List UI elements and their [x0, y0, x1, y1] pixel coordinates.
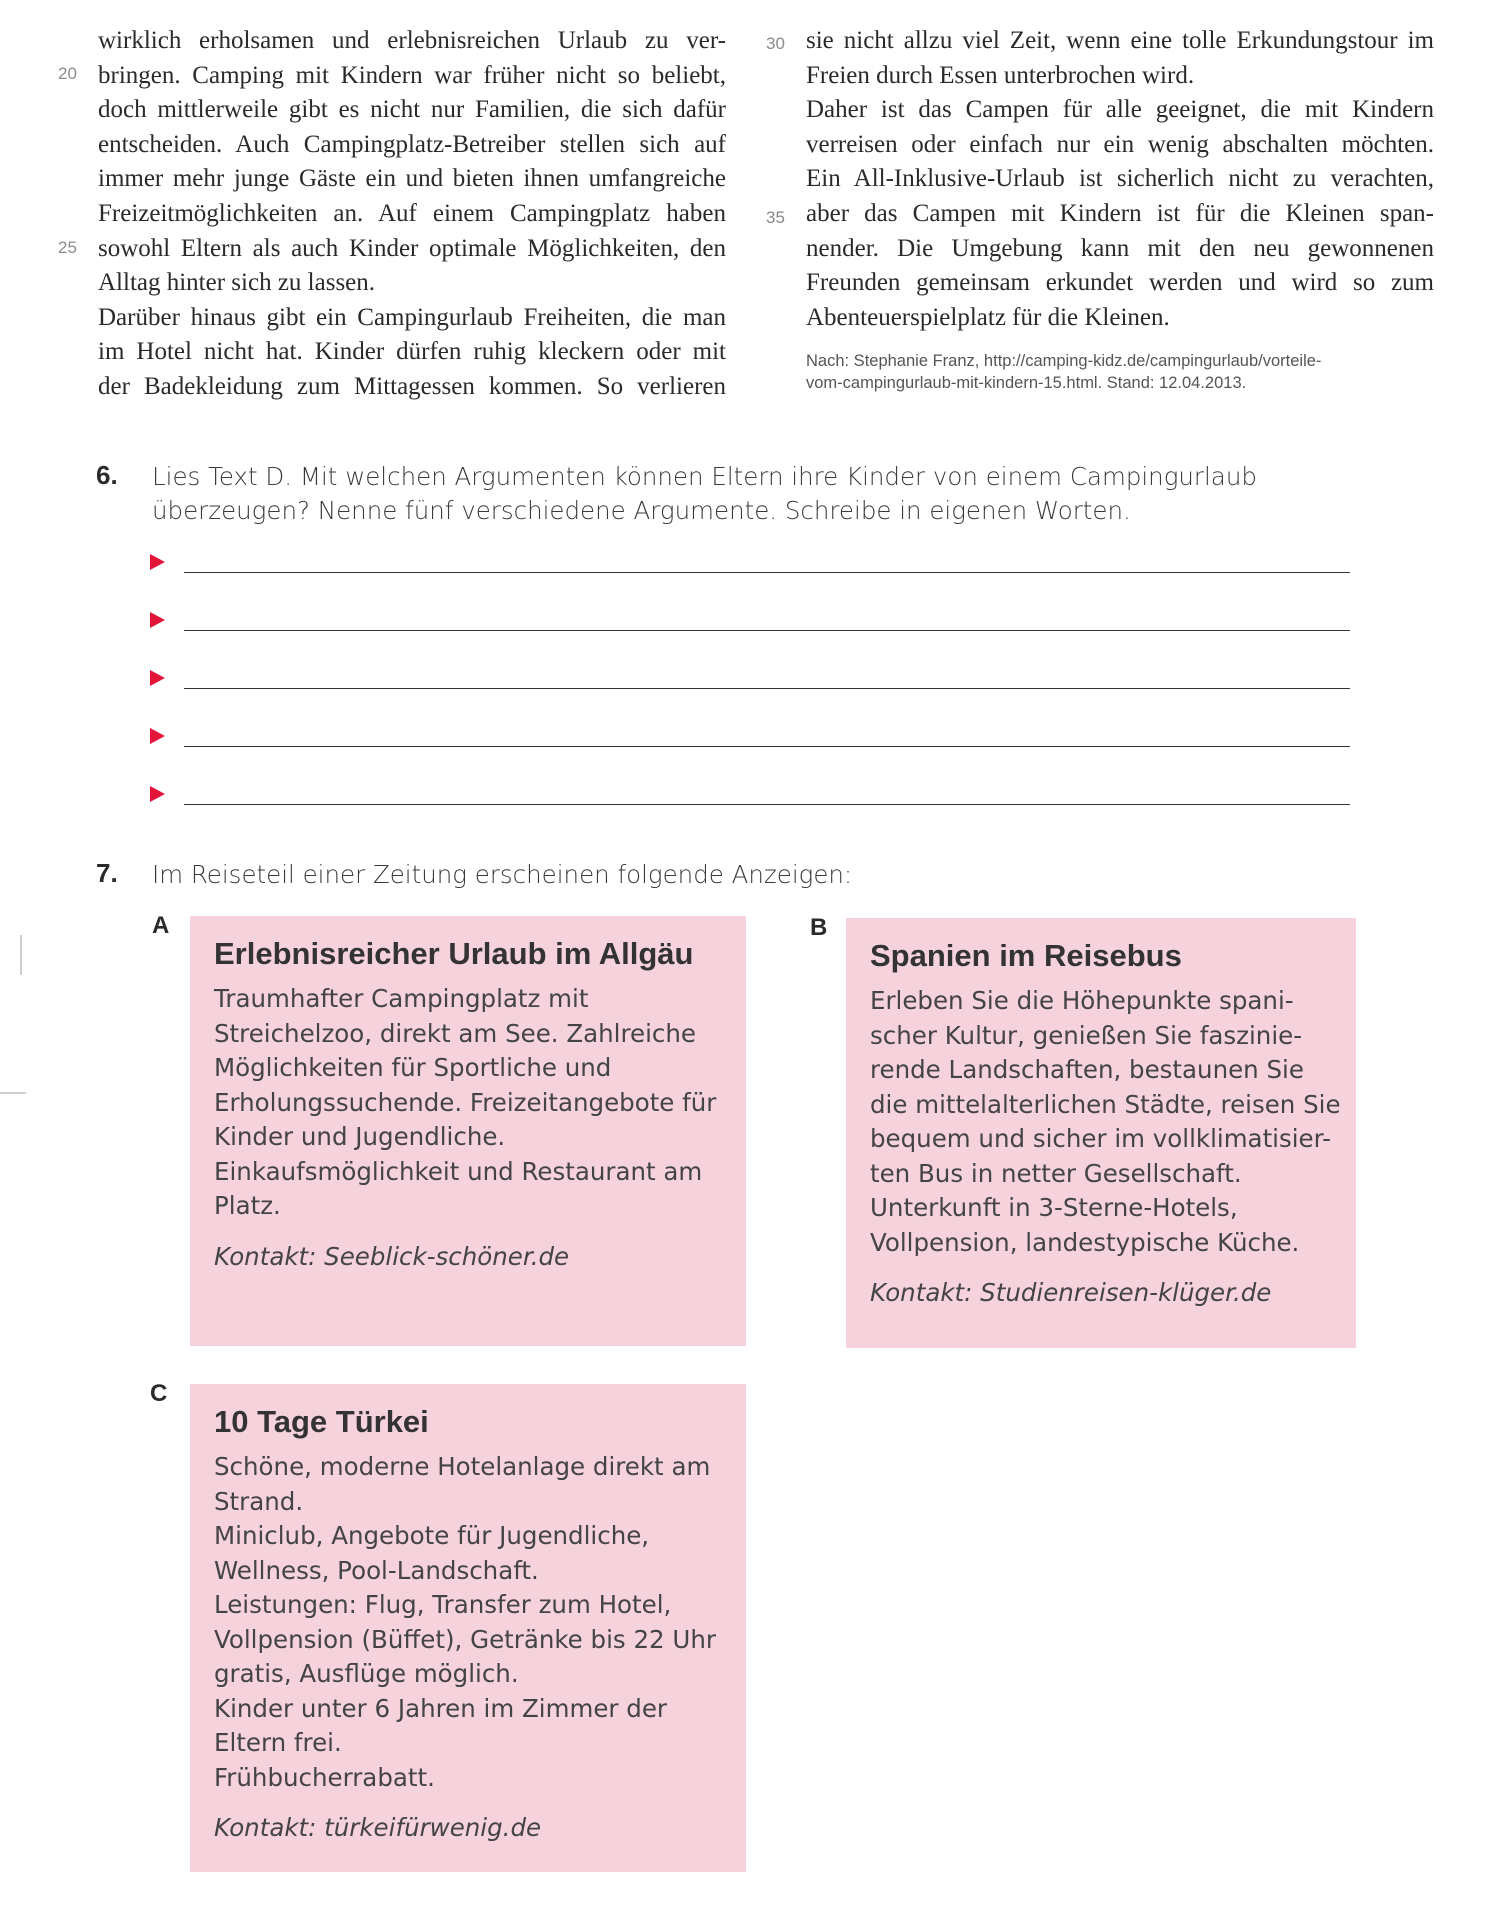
ad-line: Unterkunft in 3-Sterne-Hotels,: [870, 1193, 1238, 1222]
ad-line: die mittelalterlichen Städte, reisen Sie: [870, 1089, 1341, 1119]
ad-line: Kinder unter 6 Jahren im Zimmer der: [214, 1693, 667, 1723]
ad-line: Wellness, Pool-Landschaft.: [214, 1555, 539, 1585]
text-line: nender. Die Umgebung kann mit den neu gewonnenen: [806, 234, 1434, 262]
arrow-bullet-icon: [150, 670, 165, 686]
ad-line: Miniclub, Angebote für Jugendliche,: [214, 1521, 650, 1550]
task-line: Im Reiseteil einer Zeitung erscheinen folgende Anzeigen:: [152, 860, 853, 889]
arrow-bullet-icon: [150, 612, 165, 628]
arrow-bullet-icon: [150, 728, 165, 744]
answer-line[interactable]: [150, 782, 1350, 812]
answer-line[interactable]: [150, 666, 1350, 696]
ad-card: [190, 916, 746, 1346]
ad-line: Frühbucherrabatt.: [214, 1762, 435, 1792]
task-instruction: [152, 858, 852, 892]
text-line: bringen. Camping mit Kindern war früher nicht so beliebt,: [98, 61, 726, 89]
task-number: 7.: [96, 858, 118, 888]
line-number: 30: [766, 34, 785, 53]
answer-line[interactable]: [150, 550, 1350, 580]
text-line: der Badekleidung zum Mittagessen kommen. So verlieren: [98, 372, 726, 400]
writing-line: [184, 746, 1350, 747]
text-line: im Hotel nicht hat. Kinder dürfen ruhig kleckern oder mit: [98, 338, 726, 366]
ad-line: Kinder und Jugendliche.: [214, 1122, 506, 1151]
text-line: sowohl Eltern als auch Kinder optimale Möglichkeiten, den: [98, 234, 726, 262]
text-line: Freunden gemeinsam erkundet werden und wird so zum: [806, 269, 1434, 297]
ad-line: gratis, Ausflüge möglich.: [214, 1659, 519, 1688]
line-number: 20: [58, 64, 77, 83]
ad-line: Einkaufsmöglichkeit und Restaurant am: [214, 1156, 703, 1186]
ad-line: Vollpension, landestypische Küche.: [870, 1227, 1300, 1257]
ad-card: [190, 1384, 746, 1872]
ad-card: [846, 918, 1356, 1348]
text-line: wirklich erholsamen und erlebnisreichen Urlaub zu ver-: [98, 27, 726, 54]
text-line: immer mehr junge Gäste ein und bieten ihnen umfangreiche: [98, 165, 726, 193]
ad-line: rende Landschaften, bestaunen Sie: [870, 1055, 1304, 1084]
ad-line: Platz.: [214, 1191, 281, 1220]
ad-line: Vollpension (Büffet), Getränke bis 22 Uhr: [214, 1624, 716, 1654]
scan-mark: [20, 935, 22, 975]
ad-line: Möglichkeiten für Sportliche und: [214, 1053, 612, 1082]
ad-letter: B: [810, 914, 828, 941]
scan-mark: [0, 1092, 26, 1094]
task-instruction: [152, 460, 1257, 528]
line-number: 35: [766, 208, 785, 227]
ad-letter: A: [152, 912, 170, 939]
text-line: Freizeitmöglichkeiten an. Auf einem Campingplatz haben: [98, 199, 726, 227]
ad-line: Erholungssuchende. Freizeitangebote für: [214, 1087, 717, 1117]
source-line: Nach: Stephanie Franz, http://camping-kidz.de/campingurlaub/vorteile-: [806, 352, 1322, 370]
answer-line[interactable]: [150, 608, 1350, 638]
ad-body: [214, 1450, 722, 1795]
ad-body: [214, 982, 722, 1224]
text-column-left: [98, 24, 726, 405]
ad-contact: Kontakt: Seeblick-schöner.de: [214, 1241, 570, 1271]
ad-title: Erlebnisreicher Urlaub im Allgäu: [214, 936, 694, 971]
ad-letter: C: [150, 1380, 168, 1407]
text-line: entscheiden. Auch Campingplatz-Betreiber stellen sich auf: [98, 130, 726, 158]
text-line: Abenteuerspielplatz für die Kleinen.: [806, 303, 1170, 331]
ad-line: ten Bus in netter Gesellschaft.: [870, 1158, 1242, 1188]
text-line: Freien durch Essen unterbrochen wird.: [806, 61, 1195, 89]
ad-line: bequem und sicher im vollklimatisier-: [870, 1124, 1331, 1153]
ad-line: Strand.: [214, 1486, 304, 1516]
ad-title: 10 Tage Türkei: [214, 1404, 429, 1439]
arrow-bullet-icon: [150, 786, 165, 802]
writing-line: [184, 804, 1350, 805]
text-line: sie nicht allzu viel Zeit, wenn eine tolle Erkundungstour im: [806, 27, 1434, 54]
arrow-bullet-icon: [150, 554, 165, 570]
text-line: verreisen oder einfach nur ein wenig abschalten möchten.: [806, 130, 1434, 158]
ad-line: scher Kultur, genießen Sie faszinie-: [870, 1020, 1303, 1050]
ad-line: Erleben Sie die Höhepunkte spani-: [870, 986, 1294, 1015]
writing-line: [184, 630, 1350, 631]
source-line: vom-campingurlaub-mit-kindern-15.html. Stand: 12.04.2013.: [806, 374, 1247, 392]
ad-contact: Kontakt: türkeifürwenig.de: [214, 1813, 542, 1842]
text-line: Darüber hinaus gibt ein Campingurlaub Freiheiten, die man: [98, 303, 726, 331]
ad-line: Eltern frei.: [214, 1728, 342, 1757]
text-line: Daher ist das Campen für alle geeignet, die mit Kindern: [806, 96, 1434, 124]
ad-contact: Kontakt: Studienreisen-klüger.de: [870, 1278, 1272, 1307]
ad-body: [870, 984, 1341, 1260]
writing-line: [184, 688, 1350, 689]
text-line: Ein All-Inklusive-Urlaub ist sicherlich nicht zu verachten,: [806, 165, 1434, 193]
line-number: 25: [58, 238, 77, 257]
task-line: überzeugen? Nenne fünf verschiedene Argumente. Schreibe in eigenen Worten.: [152, 496, 1131, 525]
text-column-right: [806, 24, 1434, 335]
ad-line: Schöne, moderne Hotelanlage direkt am: [214, 1452, 711, 1481]
ad-title: Spanien im Reisebus: [870, 938, 1182, 973]
task-number: 6.: [96, 460, 118, 490]
text-line: aber das Campen mit Kindern ist für die Kleinen span-: [806, 199, 1434, 227]
text-line: doch mittlerweile gibt es nicht nur Familien, die sich dafür: [98, 96, 726, 124]
writing-line: [184, 572, 1350, 573]
source-citation: [806, 350, 1446, 394]
ad-line: Leistungen: Flug, Transfer zum Hotel,: [214, 1590, 672, 1619]
task-line: Lies Text D. Mit welchen Argumenten können Eltern ihre Kinder von einem Campingurlaub: [152, 462, 1257, 491]
ad-line: Streichelzoo, direkt am See. Zahlreiche: [214, 1018, 696, 1048]
ad-line: Traumhafter Campingplatz mit: [214, 984, 589, 1013]
answer-line[interactable]: [150, 724, 1350, 754]
text-line: Alltag hinter sich zu lassen.: [98, 269, 376, 297]
